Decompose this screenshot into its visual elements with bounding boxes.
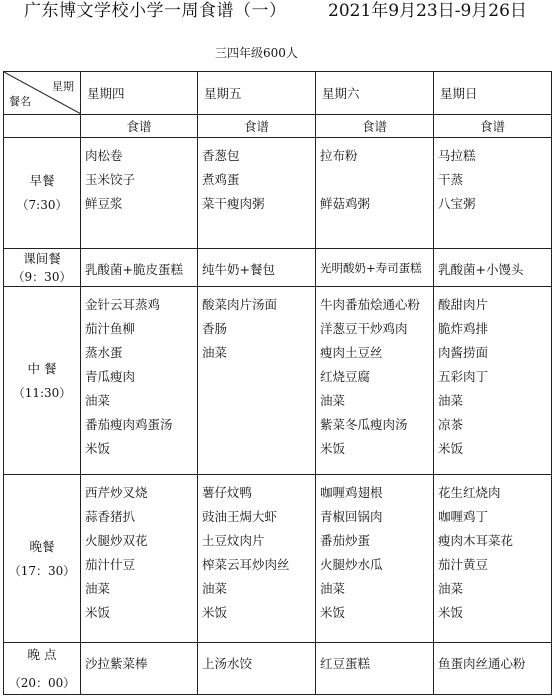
meal-time: （7:30）	[16, 198, 68, 212]
day-header-thursday: 星期四	[81, 72, 198, 115]
dish-item: 干蒸	[438, 172, 464, 187]
dish-item: 茄汁黄豆	[438, 557, 489, 572]
dish-item: 番茄炒蛋	[320, 533, 371, 548]
dish-item: 紫菜冬瓜瘦肉汤	[320, 417, 408, 432]
menu-cell: 鱼蛋肉丝通心粉	[434, 643, 552, 695]
dish-item: 马拉糕	[438, 148, 476, 163]
dish-item: 青瓜瘦肉	[85, 369, 136, 384]
dish-item: 油菜	[85, 393, 111, 408]
dish-item: 花生红烧肉	[438, 485, 501, 500]
corner-weekday-label: 星期	[52, 80, 74, 93]
dish-item: 煮鸡蛋	[202, 172, 240, 187]
meal-dinner	[4, 475, 81, 643]
dish-item: 番茄瘦肉鸡蛋汤	[85, 417, 173, 432]
dish-item: 茄汁鱼柳	[85, 321, 136, 336]
dish-item: 凉茶	[438, 417, 464, 432]
dish-item: 火腿炒水瓜	[320, 557, 383, 572]
meal-time: （11:30）	[12, 385, 72, 400]
dish-item: 蒜香猪扒	[85, 509, 136, 524]
meal-snack	[4, 249, 81, 287]
dish-item: 土豆炆肉片	[202, 533, 265, 548]
meal-name: 课间餐	[23, 250, 61, 266]
menu-cell: 乳酸菌+脆皮蛋糕	[81, 249, 198, 287]
dish-item: 瘦肉土豆丝	[320, 345, 383, 360]
dish-item: 瘦肉木耳菜花	[438, 533, 514, 548]
dish-item: 西芹炒叉烧	[85, 485, 148, 500]
recipe-label: 食谱	[81, 115, 198, 138]
dish-item: 玉米饺子	[85, 172, 136, 187]
dish-item: 油菜	[438, 393, 464, 408]
dish-item: 八宝粥	[438, 196, 476, 211]
dish-item: 米饭	[85, 441, 111, 456]
menu-cell	[316, 138, 434, 249]
dish-item: 酸甜肉片	[438, 297, 489, 312]
dish-item: 油菜	[202, 345, 228, 360]
dish-item: 火腿炒双花	[85, 533, 148, 548]
dish-item: 金针云耳蒸鸡	[85, 297, 161, 312]
meal-time: （17：30）	[8, 563, 76, 578]
recipe-row-blank	[4, 115, 81, 138]
menu-cell	[81, 138, 198, 249]
dish-item: 牛肉番茄烩通心粉	[320, 297, 421, 312]
menu-cell: 纯牛奶+餐包	[198, 249, 316, 287]
dish-item: 肉酱捞面	[438, 345, 489, 360]
dish-item: 拉布粉	[320, 148, 358, 163]
dish-item: 鲜菇鸡粥	[320, 196, 371, 211]
menu-cell: 乳酸菌+小馒头	[434, 249, 552, 287]
weekly-menu-table	[3, 71, 552, 695]
dish-item: 红烧豆腐	[320, 369, 371, 384]
recipe-label: 食谱	[316, 115, 434, 138]
dish-item: 油菜	[438, 581, 464, 596]
dish-item: 咖喱鸡翅根	[320, 485, 383, 500]
menu-cell	[434, 287, 552, 475]
dish-item: 蒸水蛋	[85, 345, 123, 360]
dish-item: 鲜豆浆	[85, 196, 123, 211]
dish-item: 米饭	[320, 605, 346, 620]
meal-lunch	[4, 287, 81, 475]
dish-item: 肉松卷	[85, 148, 123, 163]
dish-item: 青椒回锅肉	[320, 509, 383, 524]
dish-item	[320, 168, 433, 192]
dish-item: 豉油王焗大虾	[202, 509, 278, 524]
menu-cell	[198, 138, 316, 249]
dish-item: 米饭	[320, 441, 346, 456]
corner-header-cell	[4, 72, 81, 115]
dish-item: 薯仔炆鸭	[202, 485, 253, 500]
meal-night-snack	[4, 643, 81, 695]
dish-item: 米饭	[85, 605, 111, 620]
dish-item: 茄汁什豆	[85, 557, 136, 572]
dish-item: 油菜	[202, 581, 228, 596]
dish-item: 咖喱鸡丁	[438, 509, 489, 524]
dish-item: 菜干瘦肉粥	[202, 196, 265, 211]
meal-name: 早餐	[29, 173, 55, 188]
corner-meal-label: 餐名	[9, 95, 31, 108]
menu-cell	[81, 287, 198, 475]
menu-title: 广东博文学校小学一周食谱（一）	[24, 1, 287, 21]
meal-name: 中 餐	[27, 360, 57, 376]
grade-subtitle: 三四年级600人	[215, 46, 298, 60]
day-header-sunday: 星期日	[434, 72, 552, 115]
menu-cell	[198, 287, 316, 475]
menu-cell	[316, 287, 434, 475]
meal-time: （9：30）	[12, 269, 72, 284]
dish-item: 酸菜肉片汤面	[202, 297, 278, 312]
dish-item: 五彩肉丁	[438, 369, 489, 384]
dish-item: 香肠	[202, 321, 228, 336]
day-header-saturday: 星期六	[316, 72, 434, 115]
dish-item: 香葱包	[202, 148, 240, 163]
menu-cell	[434, 138, 552, 249]
dish-item: 米饭	[202, 605, 228, 620]
meal-name: 晚餐	[29, 538, 55, 554]
recipe-label: 食谱	[198, 115, 316, 138]
menu-cell: 上汤水饺	[198, 643, 316, 695]
meal-time: （20：00）	[8, 675, 76, 690]
dish-item: 榨菜云耳炒肉丝	[202, 557, 290, 572]
dish-item: 米饭	[438, 441, 464, 456]
page-header	[0, 0, 553, 26]
dish-item: 油菜	[85, 581, 111, 596]
dish-item: 洋葱豆干炒鸡肉	[320, 321, 408, 336]
menu-cell	[198, 475, 316, 643]
meal-breakfast	[4, 138, 81, 249]
menu-cell: 光明酸奶+寿司蛋糕	[316, 249, 434, 287]
menu-cell	[316, 475, 434, 643]
menu-cell	[81, 475, 198, 643]
dish-item: 油菜	[320, 581, 346, 596]
dish-item: 脆炸鸡排	[438, 321, 489, 336]
menu-cell: 沙拉紫菜棒	[81, 643, 198, 695]
dish-item: 米饭	[438, 605, 464, 620]
date-range: 2021年9月23日-9月26日	[328, 1, 527, 21]
menu-cell	[434, 475, 552, 643]
day-header-friday: 星期五	[198, 72, 316, 115]
recipe-label: 食谱	[434, 115, 552, 138]
meal-name: 晚 点	[27, 646, 57, 662]
dish-item: 油菜	[320, 393, 346, 408]
menu-cell: 红豆蛋糕	[316, 643, 434, 695]
